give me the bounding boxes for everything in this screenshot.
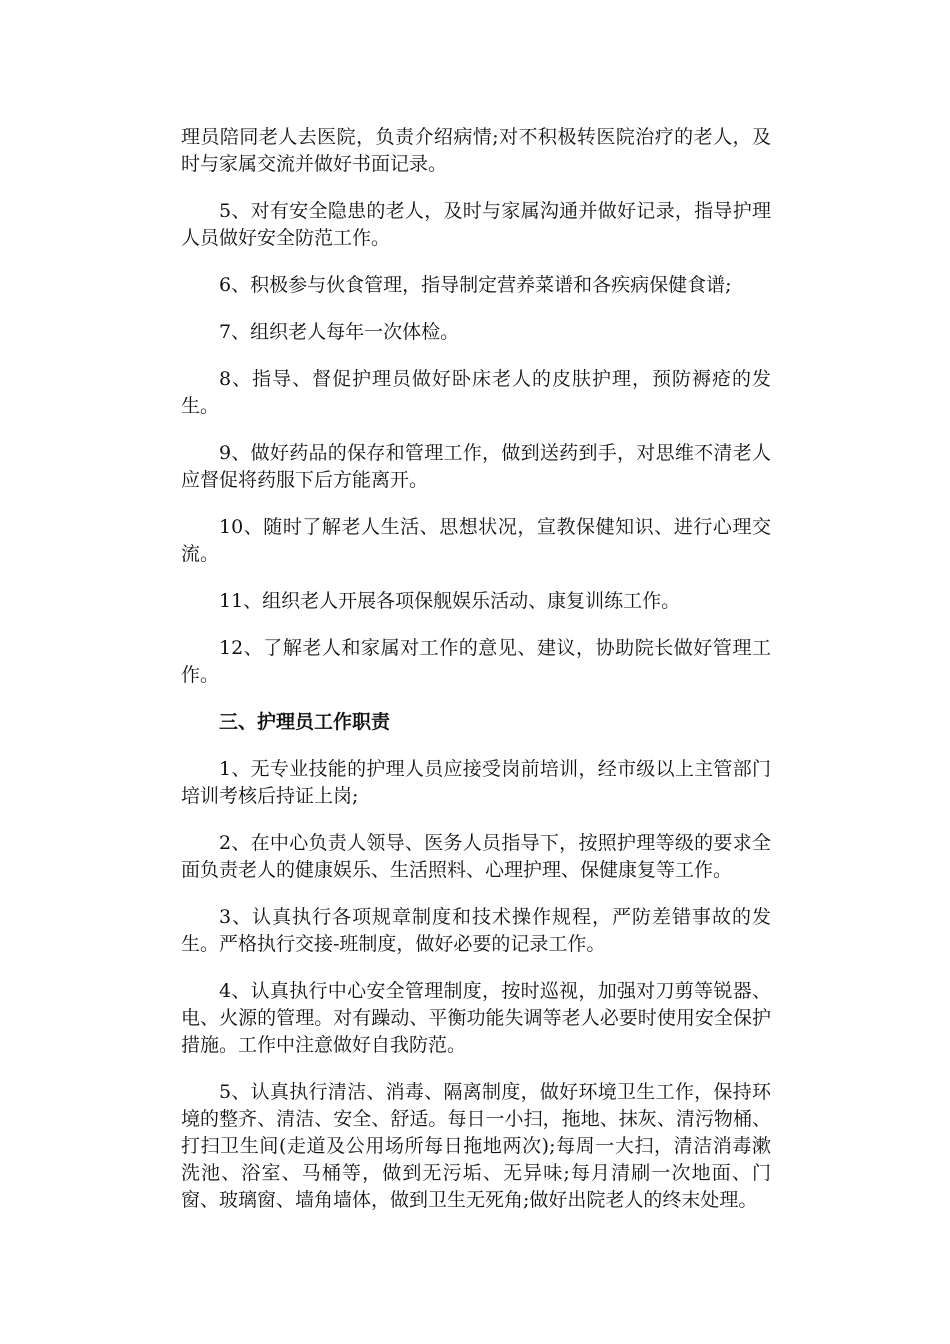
section-paragraph-4: 4、认真执行中心安全管理制度，按时巡视，加强对刀剪等锐器、电、火源的管理。对有躁动、平衡功能失调等老人必要时使用安全保护措施。工作中注意做好自我防范。 [181,980,771,1056]
document-page [181,124,771,1234]
paragraph-item-7: 7、组织老人每年一次体检。 [219,321,460,343]
paragraph-continuation: 理员陪同老人去医院，负责介绍病情;对不积极转医院治疗的老人，及时与家属交流并做好书面记录。 [181,126,771,175]
paragraph-item-10: 10、随时了解老人生活、思想状况，宣教保健知识、进行心理交流。 [181,516,771,565]
paragraph-item-8: 8、指导、督促护理员做好卧床老人的皮肤护理，预防褥疮的发生。 [181,368,771,417]
section-heading: 三、护理员工作职责 [219,711,391,733]
section-paragraph-1: 1、无专业技能的护理人员应接受岗前培训，经市级以上主管部门培训考核后持证上岗; [181,758,771,807]
section-paragraph-3: 3、认真执行各项规章制度和技术操作规程，严防差错事故的发生。严格执行交接-班制度，做好必要的记录工作。 [181,906,771,955]
section-paragraph-5: 5、认真执行清洁、消毒、隔离制度，做好环境卫生工作，保持环境的整齐、清洁、安全、舒适。每日一小扫，拖地、抹灰、清污物桶、打扫卫生间(走道及公用场所每日拖地两次);每周一大扫，清洁消毒漱洗池、浴室、马桶等，做到无污垢、无异味;每月清刷一次地面、门窗、玻璃窗、墙角墙体，做到卫生无死角;做好出院老人的终末处理。 [181,1081,771,1211]
section-paragraph-2: 2、在中心负责人领导、医务人员指导下，按照护理等级的要求全面负责老人的健康娱乐、生活照料、心理护理、保健康复等工作。 [181,832,771,881]
paragraph-item-5: 5、对有安全隐患的老人，及时与家属沟通并做好记录，指导护理人员做好安全防范工作。 [181,200,771,249]
paragraph-item-11: 11、组织老人开展各项保舰娱乐活动、康复训练工作。 [219,590,681,612]
paragraph-item-9: 9、做好药品的保存和管理工作，做到送药到手，对思维不清老人应督促将药服下后方能离开。 [181,442,771,491]
paragraph-item-6: 6、积极参与伙食管理，指导制定营养菜谱和各疾病保健食谱; [219,274,732,296]
paragraph-item-12: 12、了解老人和家属对工作的意见、建议，协助院长做好管理工作。 [181,637,771,686]
